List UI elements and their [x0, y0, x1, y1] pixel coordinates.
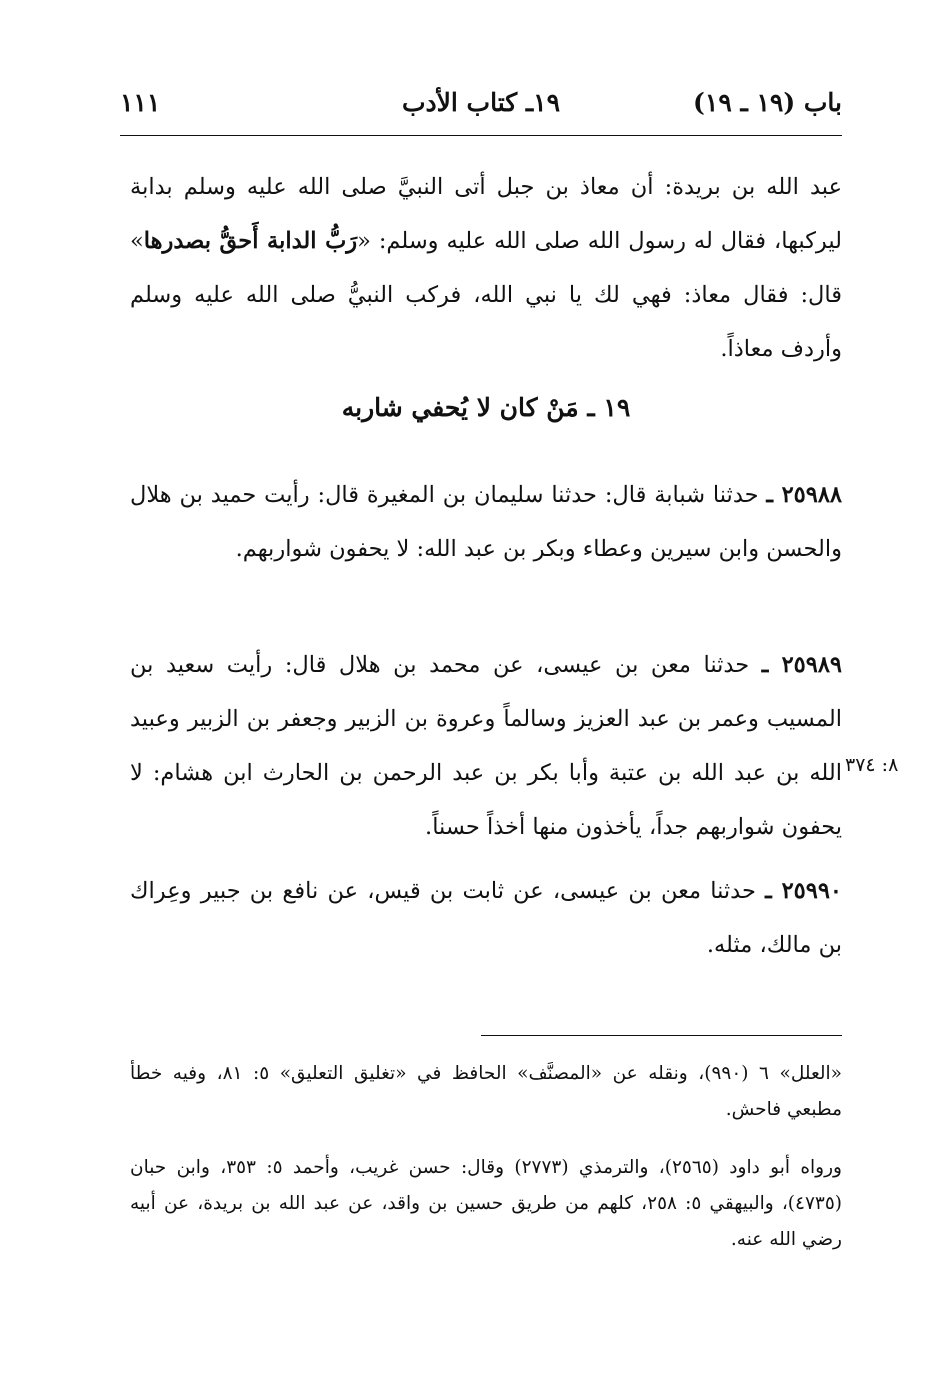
section-heading: ١٩ ـ مَنْ كان لا يُحفي شاربه	[341, 393, 631, 422]
intro-quote: رَبُّ الدابة أَحقُّ بصدرها	[143, 228, 358, 254]
margin-reference: ٨: ٣٧٤	[845, 754, 899, 776]
intro-text-end: » قال: فقال معاذ: فهي لك يا نبي الله، فركب النبيُّ صلى الله عليه وسلم وأردف معاذاً.	[130, 228, 842, 362]
hadith-text: حدثنا شبابة قال: حدثنا سليمان بن المغيرة قال: رأيت حميد بن هلال والحسن وابن سيرين وعطاء وبكر بن عبد الله: لا يحفون شواربهم.	[130, 482, 842, 562]
hadith-paragraph	[130, 864, 842, 972]
running-header	[120, 88, 842, 128]
footnote: «العلل» ٦ (٩٩٠)، ونقله عن «المصنَّف» الحافظ في «تغليق التعليق» ٥: ٨١، وفيه خطأ مطبعي فاحش.	[130, 1063, 842, 1120]
footnote: ورواه أبو داود (٢٥٦٥)، والترمذي (٢٧٧٣) وقال: حسن غريب، وأحمد ٥: ٣٥٣، وابن حبان (٤٧٣٥)، والبيهقي ٥: ٢٥٨، كلهم من طريق حسين بن واقد، عن عبد الله بن بريدة، عن أبيه رضي الله عنه.	[130, 1157, 842, 1250]
hadith-paragraph	[130, 638, 842, 854]
chapter-range: باب (١٩ ـ ١٩)	[693, 88, 842, 117]
header-divider	[120, 135, 842, 136]
hadith-paragraph	[130, 468, 842, 576]
hadith-number: ٢٥٩٨٩ ـ	[761, 652, 842, 678]
book-title: ١٩ـ كتاب الأدب	[401, 88, 561, 117]
hadith-number: ٢٥٩٩٠ ـ	[765, 878, 842, 904]
hadith-text: حدثنا معن بن عيسى، عن محمد بن هلال قال: رأيت سعيد بن المسيب وعمر بن عبد العزيز وسالماً وعروة بن الزبير وجعفر بن الزبير وعبيد الله بن عبد الله بن عتبة وأبا بكر بن عبد الرحمن بن الحارث ابن هشام: لا يحفون شواربهم جداً، يأخذون منها أخذاً حسناً.	[130, 652, 842, 840]
intro-text-start: عبد الله بن بريدة: أن معاذ بن جبل أتى النبيَّ صلى الله عليه وسلم بدابة ليركبها، فقال له رسول الله صلى الله عليه وسلم: «	[130, 174, 842, 254]
hadith-text: حدثنا معن بن عيسى، عن ثابت بن قيس، عن نافع بن جبير وعِراك بن مالك، مثله.	[130, 878, 842, 958]
hadith-number: ٢٥٩٨٨ ـ	[766, 482, 842, 508]
footnote-divider	[481, 1035, 842, 1036]
intro-paragraph	[130, 160, 842, 376]
page-number: ١١١	[120, 88, 161, 117]
